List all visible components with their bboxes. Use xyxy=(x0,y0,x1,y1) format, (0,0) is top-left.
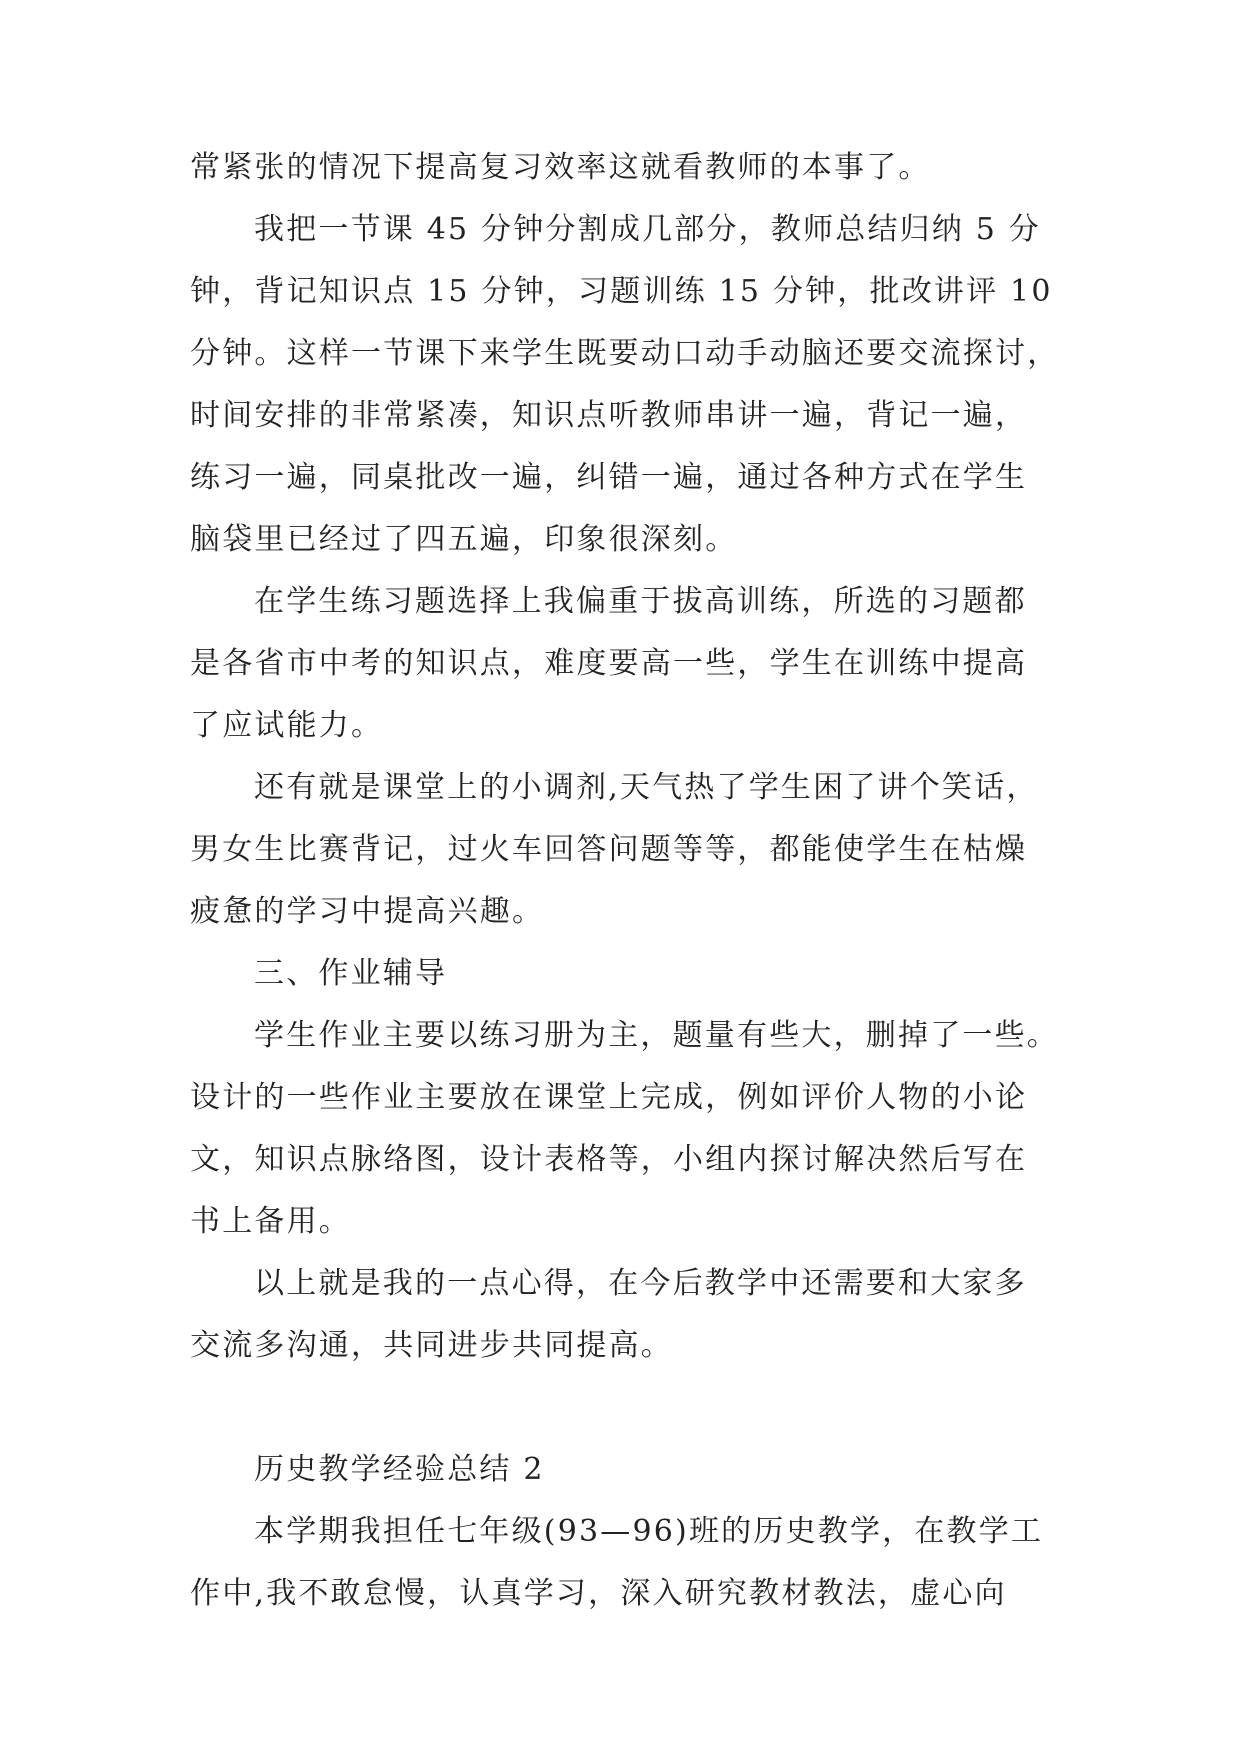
text-line: 交流多沟通，共同进步共同提高。 xyxy=(190,1328,673,1363)
paragraph-first-line: 以上就是我的一点心得，在今后教学中还需要和大家多 xyxy=(254,1266,1027,1301)
text-line: 作中,我不敢怠慢，认真学习，深入研究教材教法，虚心向 xyxy=(190,1576,1007,1611)
text-line: 男女生比赛背记，过火车回答问题等等，都能使学生在枯燥 xyxy=(190,832,1028,867)
text-line: 分钟。这样一节课下来学生既要动口动手动脑还要交流探讨， xyxy=(190,336,1060,371)
text-line: 钟，背记知识点 15 分钟，习题训练 15 分钟，批改讲评 10 xyxy=(190,274,1053,309)
paragraph-first-line: 本学期我担任七年级(93—96)班的历史教学，在教学工 xyxy=(254,1514,1044,1549)
text-line: 是各省市中考的知识点，难度要高一些，学生在训练中提高 xyxy=(190,646,1028,681)
text-line: 脑袋里已经过了四五遍，印象很深刻。 xyxy=(190,522,738,557)
paragraph-first-line: 在学生练习题选择上我偏重于拔高训练，所选的习题都 xyxy=(254,584,1027,619)
paragraph-first-line: 还有就是课堂上的小调剂,天气热了学生困了讲个笑话， xyxy=(254,770,1039,805)
text-line: 时间安排的非常紧凑，知识点听教师串讲一遍，背记一遍， xyxy=(190,398,1028,433)
paragraph-first-line: 我把一节课 45 分钟分割成几部分，教师总结归纳 5 分 xyxy=(254,212,1042,247)
text-line: 书上备用。 xyxy=(190,1204,351,1239)
text-line: 文，知识点脉络图，设计表格等，小组内探讨解决然后写在 xyxy=(190,1142,1028,1177)
text-line: 设计的一些作业主要放在课堂上完成，例如评价人物的小论 xyxy=(190,1080,1028,1115)
text-line: 常紧张的情况下提高复习效率这就看教师的本事了。 xyxy=(190,150,931,185)
text-line: 了应试能力。 xyxy=(190,708,384,743)
text-line: 练习一遍，同桌批改一遍，纠错一遍，通过各种方式在学生 xyxy=(190,460,1028,495)
text-line: 疲惫的学习中提高兴趣。 xyxy=(190,894,545,929)
paragraph-first-line: 学生作业主要以练习册为主，题量有些大，删掉了一些。 xyxy=(254,1018,1059,1053)
section-heading: 三、作业辅导 xyxy=(254,956,448,991)
article-title: 历史教学经验总结 2 xyxy=(254,1452,545,1487)
